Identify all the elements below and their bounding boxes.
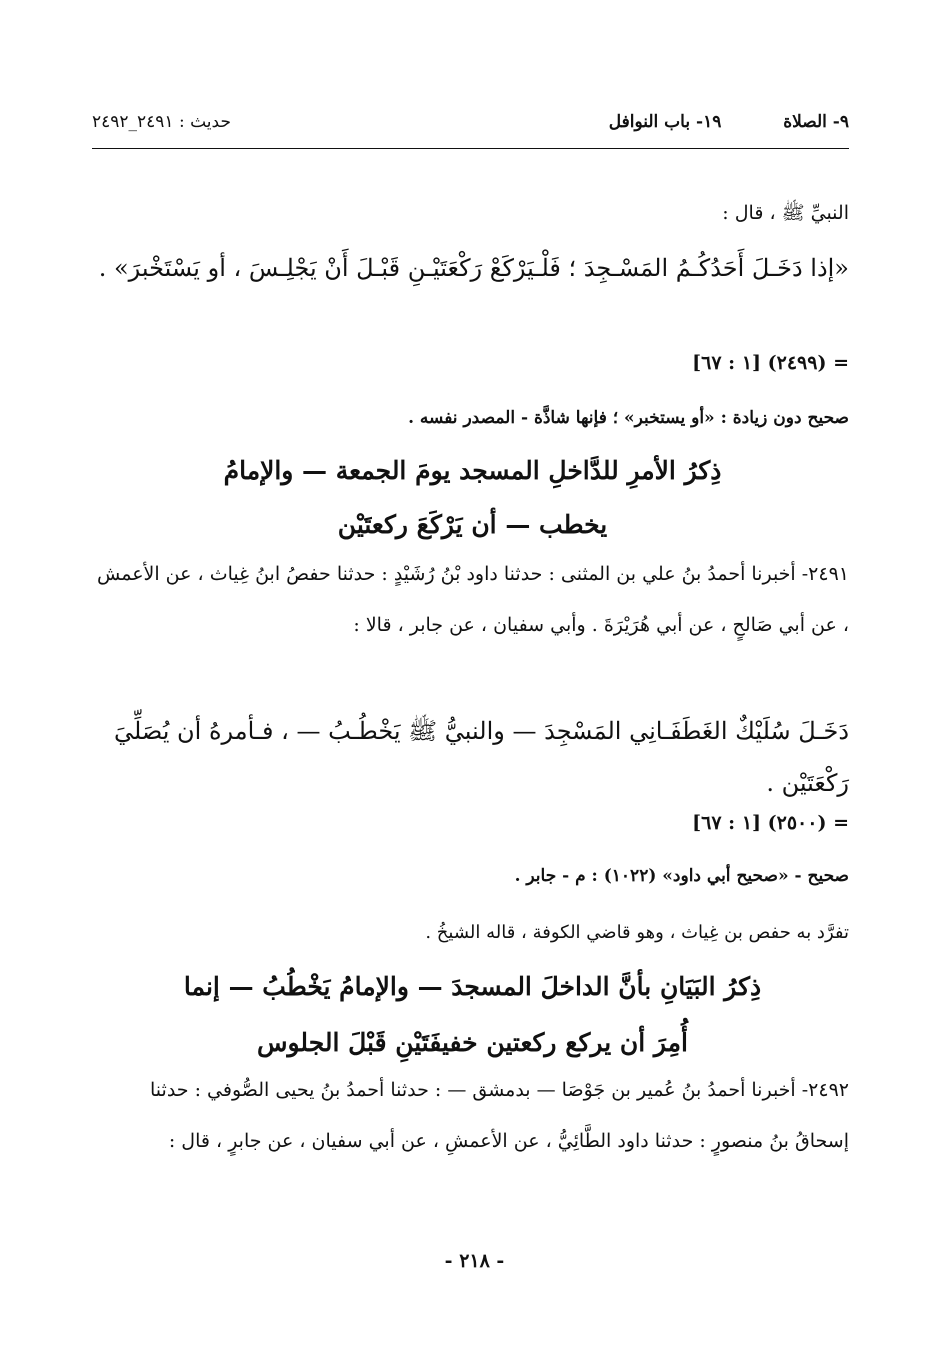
page-number: - ٢١٨ - — [444, 1250, 505, 1272]
intro-line: النبيِّ ﷺ ، قال : — [722, 202, 849, 224]
header-divider — [92, 148, 849, 149]
isnad-2492: ٢٤٩٢- أخبرنا أحمدُ بنُ عُمير بن جَوْصَا — بدمشق — : حدثنا أحمدُ بنُ يحيى الصُّوفي : حدثنا إسحاقُ بنُ منصورٍ : حدثنا داود الطَّائِيُّ ، عن الأعمشِ ، عن أبي سفيان ، عن جابرٍ ، قال : — [150, 1079, 849, 1152]
note-2491: تفرَّد به حفص بن غِياث ، وهو قاضي الكوفة ، قاله الشيخُ . — [425, 922, 849, 943]
chapter-heading-2-line-1: ذِكرُ البَيَانِ بأنَّ الداخلَ المسجدَ — والإمامُ يَخْطُبُ — إنما — [183, 972, 762, 1001]
chapter-heading-1-line-2: يخطب — أن يَرْكَعَ ركعتَيْن — [337, 510, 608, 539]
reference-2491: = (٢٥٠٠) [١ : ٦٧] — [692, 812, 849, 834]
hadith-2491-text: دَخَـلَ سُلَيْكٌ الغَطَفَـانِي المَسْجِدَ — والنبيُّ ﷺ يَخْطُـبُ — ، فـأمرهُ أن يُصَلِّيَ رَكْعَتَيْن . — [113, 717, 849, 797]
reference-2490: = (٢٤٩٩) [١ : ٦٧] — [692, 352, 849, 374]
grading-2490: صحيح دون زيادة : «أو يستخبر» ؛ فإنها شاذَّة - المصدر نفسه . — [408, 408, 849, 428]
chapter-heading-2-line-2: أُمِرَ أن يركع ركعتين خفيفَتَيْنِ قَبْلَ الجلوس — [256, 1028, 689, 1057]
running-header-chapter — [609, 112, 849, 132]
hadith-range: حديث : ٢٤٩١_٢٤٩٢ — [92, 112, 231, 132]
section-title: ١٩- باب النوافل — [608, 112, 722, 132]
chapter-heading-1-line-1: ذِكرُ الأمرِ للدَّاخلِ المسجد يومَ الجمعة — والإمامُ — [223, 456, 722, 485]
chapter-title: ٩- الصلاة — [783, 112, 849, 132]
isnad-2491: ٢٤٩١- أخبرنا أحمدُ بنُ علي بن المثنى : حدثنا داود بْنُ رُشَيْدٍ : حدثنا حفصُ ابنُ غِياث ، عن الأعمش ، عن أبي صَالحٍ ، عن أبي هُرَيْرَةَ . وأبي سفيان ، عن جابر ، قالا : — [96, 563, 849, 636]
grading-2491: صحيح - «صحيح أبي داود» (١٠٢٢) : م - جابر . — [514, 866, 849, 886]
hadith-2490-text: «إذا دَخَـلَ أَحَدُكُـمُ المَسْـجِدَ ؛ فَلْـيَرْكَعْ رَكْعَتَيْـنِ قَبْـلَ أَنْ يَجْلِـسَ ، أو يَسْتَخْبرَ» . — [98, 254, 849, 282]
